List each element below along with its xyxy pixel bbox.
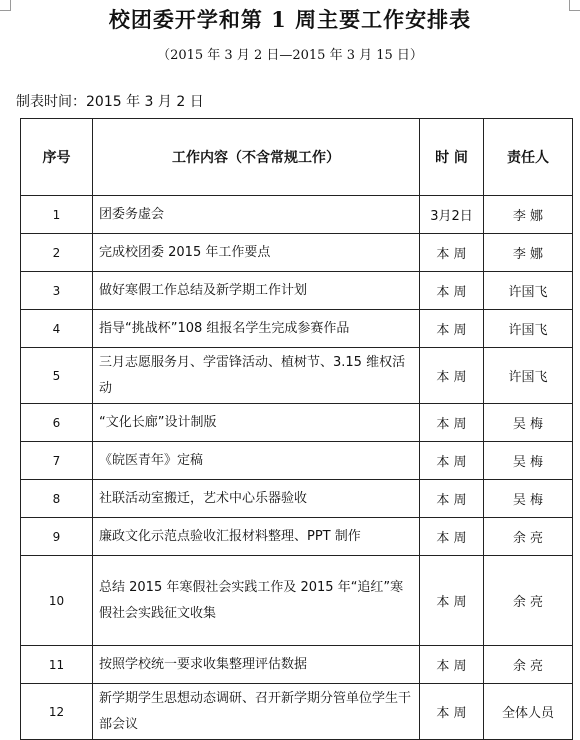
header-time: 时 间	[420, 119, 484, 196]
table-row	[21, 442, 573, 480]
row-person: 许国飞	[484, 310, 573, 348]
row-time: 本 周	[420, 518, 484, 556]
row-person: 余 亮	[484, 518, 573, 556]
row-task: 完成校团委 2015 年工作要点	[93, 234, 420, 272]
row-task: 做好寒假工作总结及新学期工作计划	[93, 272, 420, 310]
row-time: 本 周	[420, 556, 484, 646]
header-person: 责任人	[484, 119, 573, 196]
table-row	[21, 480, 573, 518]
table-row	[21, 272, 573, 310]
row-person: 吴 梅	[484, 480, 573, 518]
row-time: 本 周	[420, 480, 484, 518]
row-person: 李 娜	[484, 234, 573, 272]
row-number: 1	[21, 196, 93, 234]
row-time: 本 周	[420, 404, 484, 442]
row-number: 3	[21, 272, 93, 310]
row-time: 本 周	[420, 442, 484, 480]
row-task: 廉政文化示范点验收汇报材料整理、PPT 制作	[93, 518, 420, 556]
table-row	[21, 404, 573, 442]
header-no: 序号	[21, 119, 93, 196]
row-task: 团委务虚会	[93, 196, 420, 234]
row-time: 本 周	[420, 646, 484, 684]
row-task: 社联活动室搬迁，艺术中心乐器验收	[93, 480, 420, 518]
row-task: 三月志愿服务月、学雷锋活动、植树节、3.15 维权活动	[93, 348, 420, 404]
row-person: 许国飞	[484, 348, 573, 404]
row-task: 新学期学生思想动态调研、召开新学期分管单位学生干部会议	[93, 684, 420, 740]
schedule-table	[20, 118, 573, 740]
row-time: 本 周	[420, 234, 484, 272]
table-row	[21, 646, 573, 684]
table-row	[21, 196, 573, 234]
row-number: 9	[21, 518, 93, 556]
row-task: 按照学校统一要求收集整理评估数据	[93, 646, 420, 684]
table-row	[21, 348, 573, 404]
row-number: 11	[21, 646, 93, 684]
row-task: 总结 2015 年寒假社会实践工作及 2015 年“追红”寒假社会实践征文收集	[93, 556, 420, 646]
row-person: 许国飞	[484, 272, 573, 310]
row-number: 5	[21, 348, 93, 404]
row-number: 6	[21, 404, 93, 442]
header-task: 工作内容（不含常规工作）	[93, 119, 420, 196]
row-time: 本 周	[420, 272, 484, 310]
row-person: 吴 梅	[484, 442, 573, 480]
row-number: 8	[21, 480, 93, 518]
made-time: 制表时间：2015 年 3 月 2 日	[16, 94, 204, 110]
row-person: 余 亮	[484, 646, 573, 684]
row-time: 本 周	[420, 684, 484, 740]
row-time: 本 周	[420, 310, 484, 348]
row-person: 全体人员	[484, 684, 573, 740]
row-person: 李 娜	[484, 196, 573, 234]
row-number: 4	[21, 310, 93, 348]
table-row	[21, 556, 573, 646]
row-number: 10	[21, 556, 93, 646]
row-task: 指导“挑战杯”108 组报名学生完成参赛作品	[93, 310, 420, 348]
row-task: “文化长廊”设计制版	[93, 404, 420, 442]
row-number: 7	[21, 442, 93, 480]
table-row	[21, 684, 573, 740]
table-row	[21, 310, 573, 348]
row-time: 本 周	[420, 348, 484, 404]
document-title: 校团委开学和第 1 周主要工作安排表	[108, 7, 472, 32]
row-task: 《皖医青年》定稿	[93, 442, 420, 480]
table-row	[21, 234, 573, 272]
row-person: 吴 梅	[484, 404, 573, 442]
row-person: 余 亮	[484, 556, 573, 646]
table-header-row	[21, 119, 573, 196]
document-subtitle: （2015 年 3 月 2 日—2015 年 3 月 15 日）	[157, 48, 423, 63]
row-time: 3月2日	[420, 196, 484, 234]
row-number: 2	[21, 234, 93, 272]
table-row	[21, 518, 573, 556]
row-number: 12	[21, 684, 93, 740]
